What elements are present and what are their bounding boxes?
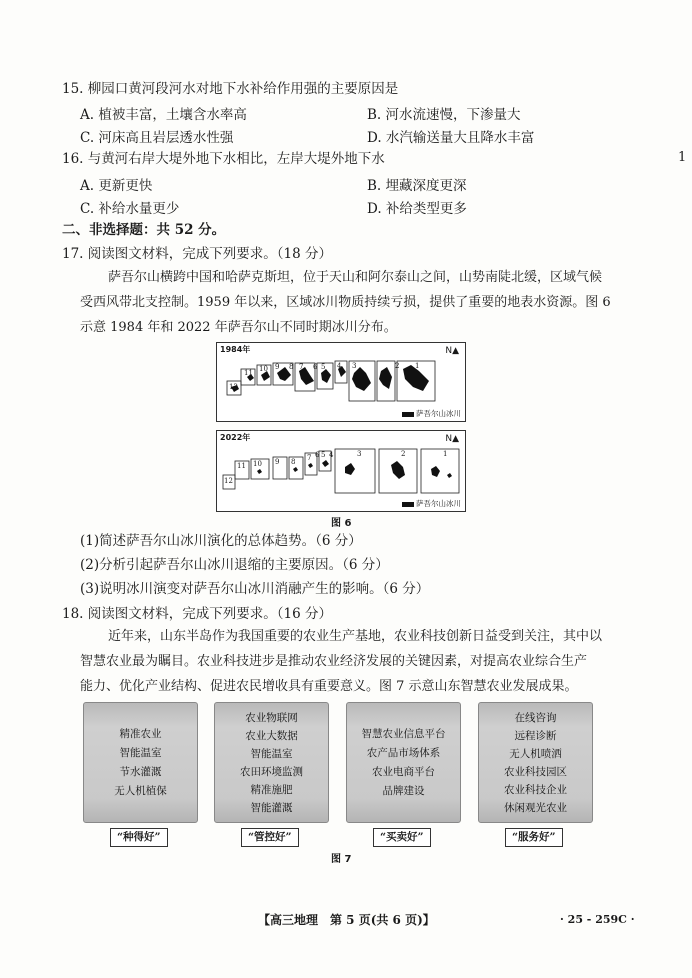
panel-item: 智慧农业信息平台 <box>361 728 446 740</box>
q18-paragraph-line: 智慧农业最为瞩目。农业科技进步是推动农业经济发展的关键因素，对提高农业综合生产 <box>80 654 588 669</box>
map-region-label: 3 <box>357 450 362 458</box>
panel-plant-well <box>83 702 198 823</box>
q15-option-d: D. 水汽输送量大且降水丰富 <box>367 130 535 146</box>
map-region-label: 12 <box>229 383 238 391</box>
map-region-label: 4 <box>337 362 342 370</box>
panel-item: 农产品市场体系 <box>366 747 441 759</box>
q15-option-b: B. 河水流速慢，下渗量大 <box>367 107 521 123</box>
q16-option-d: D. 补给类型更多 <box>367 201 467 217</box>
glacier-map-1984 <box>216 342 466 422</box>
q16-option-c: C. 补给水量更少 <box>80 201 180 217</box>
map-region-label: 9 <box>275 458 280 466</box>
panel-item: 农业科技企业 <box>504 784 567 796</box>
panel-item: 节水灌溉 <box>119 766 162 778</box>
map-region-label: 5 <box>321 451 326 459</box>
map-region-label: 7 <box>307 454 312 462</box>
map-region-label: 5 <box>321 363 326 371</box>
panel-item: 农业物联网 <box>245 712 298 724</box>
panel-trade-well <box>346 702 461 823</box>
panel-title: “买卖好” <box>373 828 431 847</box>
q16-option-b: B. 埋藏深度更深 <box>367 178 467 194</box>
panel-item: 农业科技园区 <box>504 766 567 778</box>
map-region-label: 7 <box>299 363 304 371</box>
footer-code: · 25 - 259C · <box>560 913 635 926</box>
figure-7-caption: 图 7 <box>331 854 352 865</box>
map-region-label: 8 <box>289 363 294 371</box>
panel-item: 智能温室 <box>250 748 293 760</box>
map-year-label: 2022年 <box>220 433 251 442</box>
panel-service-well <box>478 702 593 823</box>
figure-6-caption: 图 6 <box>331 518 352 529</box>
section-heading: 二、非选择题：共 52 分。 <box>62 222 226 238</box>
north-arrow-icon: N▲ <box>445 346 459 356</box>
map-region-label: 11 <box>244 369 253 377</box>
q15-stem: 15. 柳园口黄河段河水对地下水补给作用强的主要原因是 <box>62 81 399 97</box>
panel-item: 无人机植保 <box>114 785 167 797</box>
map-region-label: 6 <box>315 451 320 459</box>
q18-paragraph-line: 近年来，山东半岛作为我国重要的农业生产基地，农业科技创新日益受到关注，其中以 <box>108 629 603 644</box>
panel-item: 品牌建设 <box>382 785 425 797</box>
q17-sub1: (1)简述萨吾尔山冰川演化的总体趋势。（6 分） <box>80 533 362 549</box>
q17-paragraph-line: 受西风带北支控制。1959 年以来，区域冰川物质持续亏损，提供了重要的地表水资源。图 6 <box>80 295 611 310</box>
panel-item: 农业大数据 <box>245 730 298 742</box>
map-year-label: 1984年 <box>220 345 251 354</box>
q15-option-a: A. 植被丰富，土壤含水率高 <box>80 107 247 123</box>
map-region-label: 1 <box>443 450 448 458</box>
panel-item: 智能灌溉 <box>250 802 293 814</box>
q16-option-a: A. 更新更快 <box>80 178 153 194</box>
panel-title: “服务好” <box>505 828 563 847</box>
q17-paragraph-line: 萨吾尔山横跨中国和哈萨克斯坦，位于天山和阿尔泰山之间，山势南陡北缓，区域气候 <box>108 270 603 285</box>
q17-stem: 17. 阅读图文材料，完成下列要求。（18 分） <box>62 246 332 262</box>
glacier-map-2022 <box>216 430 466 512</box>
map-region-label: 11 <box>237 462 246 470</box>
map-region-label: 3 <box>352 362 357 370</box>
panel-manage-well <box>214 702 329 823</box>
q17-sub2: (2)分析引起萨吾尔山冰川退缩的主要原因。（6 分） <box>80 557 389 573</box>
panel-item: 精准施肥 <box>250 784 293 796</box>
map-region-label: 1 <box>415 362 420 370</box>
panel-item: 智能温室 <box>119 747 162 759</box>
q18-stem: 18. 阅读图文材料，完成下列要求。（16 分） <box>62 606 332 622</box>
map-legend: 萨吾尔山冰川 <box>402 498 461 509</box>
panel-item: 远程诊断 <box>514 730 557 742</box>
map-region-label: 2 <box>401 450 406 458</box>
map-region-label: 10 <box>253 460 262 468</box>
panel-item: 休闲观光农业 <box>504 802 567 814</box>
q18-paragraph-line: 能力、优化产业结构、促进农民增收具有重要意义。图 7 示意山东智慧农业发展成果。 <box>80 679 578 694</box>
margin-mark: 1 <box>678 150 687 165</box>
q16-stem: 16. 与黄河右岸大堤外地下水相比，左岸大堤外地下水 <box>62 151 385 167</box>
panel-item: 无人机喷洒 <box>509 748 562 760</box>
north-arrow-icon: N▲ <box>445 434 459 444</box>
map-region-label: 9 <box>275 363 280 371</box>
q17-paragraph-line: 示意 1984 年和 2022 年萨吾尔山不同时期冰川分布。 <box>80 320 397 335</box>
footer-page-info: 【高三地理 第 5 页(共 6 页)】 <box>258 913 435 927</box>
map-region-label: 2 <box>395 362 400 370</box>
panel-item: 农业电商平台 <box>372 766 435 778</box>
panel-item: 在线咨询 <box>514 712 557 724</box>
panel-item: 农田环境监测 <box>240 766 303 778</box>
panel-item: 精准农业 <box>119 728 162 740</box>
q15-option-c: C. 河床高且岩层透水性强 <box>80 130 234 146</box>
map-legend: 萨吾尔山冰川 <box>402 408 461 419</box>
q17-sub3: (3)说明冰川演变对萨吾尔山冰川消融产生的影响。（6 分） <box>80 581 430 597</box>
map-region-label: 12 <box>224 477 233 485</box>
map-region-label: 6 <box>313 363 318 371</box>
map-region-label: 10 <box>259 365 268 373</box>
map-region-label: 4 <box>329 451 334 459</box>
panel-title: “管控好” <box>241 828 299 847</box>
map-region-label: 8 <box>291 458 296 466</box>
panel-title: “种得好” <box>110 828 168 847</box>
